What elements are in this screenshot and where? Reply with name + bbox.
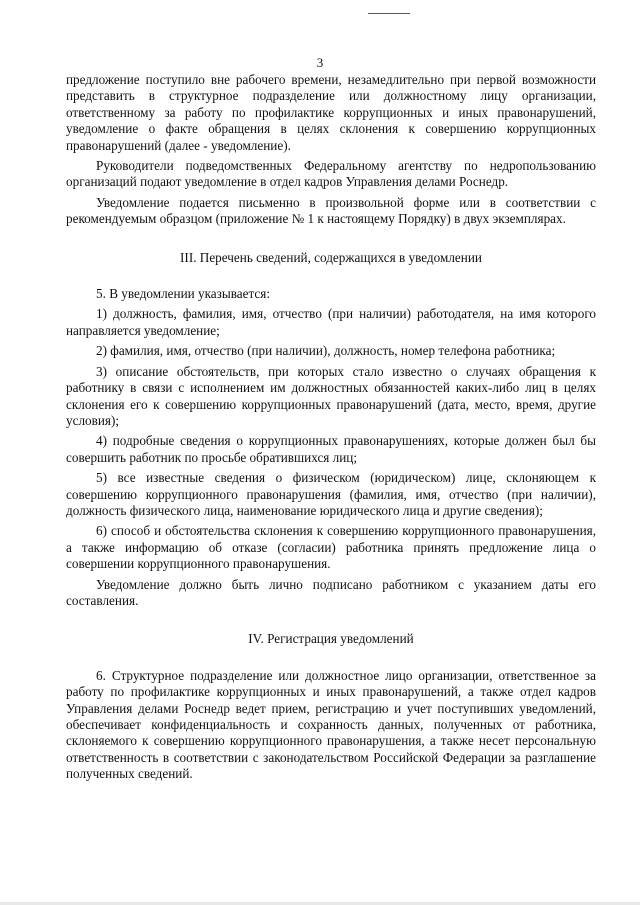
section-4-paragraph: 6. Структурное подразделение или должностное лицо организации, ответственное за работу по профилактике коррупционных и иных правонарушений, а также отдел кадров Управления делами Роснедр ведет прием, регистрацию и учет поступивших уведомлений, обеспечивает конфиденциальность и сохранность данных, полученных от работника, склоняемого к совершению коррупционного правонарушения, а также несет персональную ответственность в соответствии с законодательством Российской Федерации за разглашение полученных сведений. bbox=[66, 667, 596, 782]
intro-paragraph-1: предложение поступило вне рабочего времени, незамедлительно при первой возможности представить в структурное подразделение или должностному лицу организации, ответственному за работу по профилактике коррупционных и иных правонарушений, уведомление о факте обращения в целях склонения к совершению коррупционных правонарушений (далее - уведомление). bbox=[66, 72, 596, 153]
document-body bbox=[66, 72, 596, 783]
section-3-item-2: 2) фамилия, имя, отчество (при наличии), должность, номер телефона работника; bbox=[96, 343, 556, 359]
section-4-heading: IV. Регистрация уведомлений bbox=[248, 631, 414, 647]
section-3-item-6: 6) способ и обстоятельства склонения к совершению коррупционного правонарушения, а также информацию об отказе (согласии) работника принять предложение лица о совершении коррупционного правонарушения. bbox=[66, 523, 596, 572]
intro-paragraph-3: Уведомление подается письменно в произвольной форме или в соответствии с рекомендуемым образцом (приложение № 1 к настоящему Порядку) в двух экземплярах. bbox=[66, 194, 596, 227]
page-number: 3 bbox=[316, 55, 324, 70]
section-3-heading: III. Перечень сведений, содержащихся в уведомлении bbox=[180, 249, 482, 265]
section-3-item-1: 1) должность, фамилия, имя, отчество (при наличии) работодателя, на имя которого направляется уведомление; bbox=[66, 306, 596, 338]
top-rule bbox=[368, 13, 410, 14]
section-3-item-3: 3) описание обстоятельств, при которых стало известно о случаях обращения к работнику в связи с исполнением им должностных обязанностей каких-либо лиц в целях склонения его к совершению коррупционных правонарушений (дата, место, время, другие условия); bbox=[66, 363, 596, 428]
section-3-item-5: 5) все известные сведения о физическом (юридическом) лице, склоняющем к совершению коррупционного правонарушения (фамилия, имя, отчество (при наличии), должность физического лица, наименование юридического лица и другие сведения); bbox=[66, 470, 596, 518]
intro-paragraph-2: Руководители подведомственных Федеральному агентству по недропользованию организаций подают уведомление в отдел кадров Управления делами Роснедр. bbox=[66, 158, 596, 190]
section-3-closing: Уведомление должно быть лично подписано работником с указанием даты его составления. bbox=[66, 576, 596, 608]
section-3-item-4: 4) подробные сведения о коррупционных правонарушениях, которые должен был бы совершить работник по просьбе обратившихся лиц; bbox=[66, 433, 596, 465]
section-3-lead: 5. В уведомлении указывается: bbox=[96, 286, 270, 302]
